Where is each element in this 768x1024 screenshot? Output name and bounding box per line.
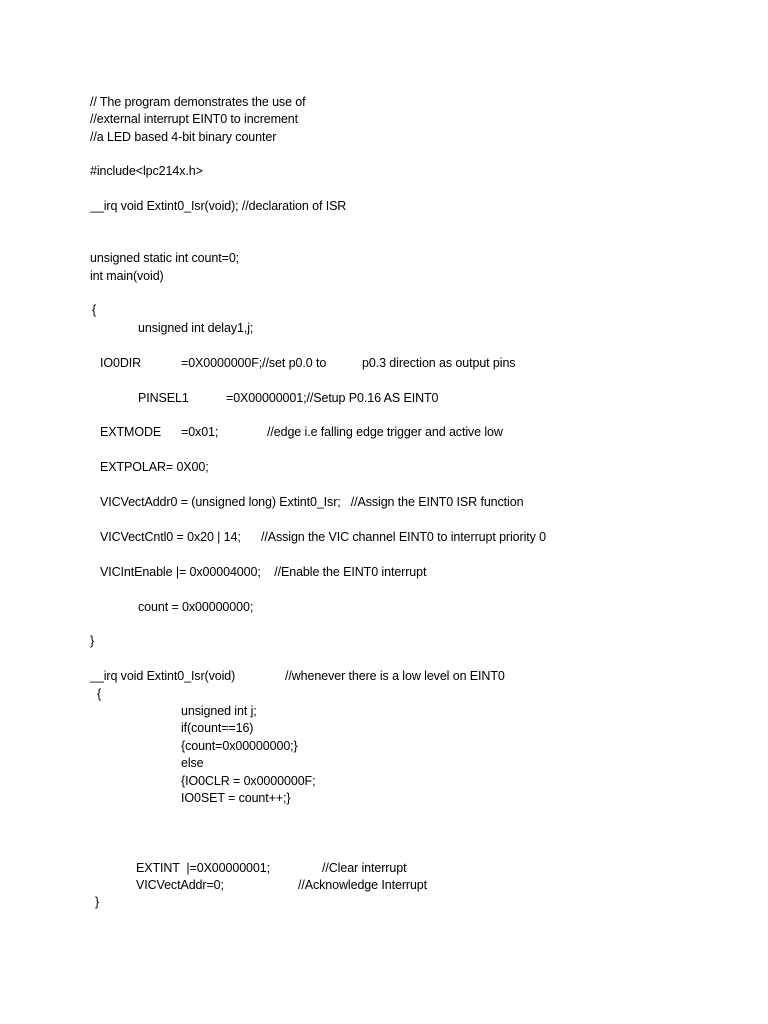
code-line-isr-ioclr: {IO0CLR = 0x0000000F;	[181, 774, 316, 788]
code-line-comment-3: //a LED based 4-bit binary counter	[90, 130, 277, 144]
code-line-count-reset: count = 0x00000000;	[138, 600, 254, 614]
code-line-isr-comment: //whenever there is a low level on EINT0	[285, 669, 505, 683]
code-line-extmode-comment: //edge i.e falling edge trigger and active low	[267, 425, 503, 439]
code-line-isr-definition: __irq void Extint0_Isr(void)	[90, 669, 236, 683]
code-line-main: int main(void)	[90, 269, 164, 283]
code-line-isr-j-decl: unsigned int j;	[181, 704, 257, 718]
code-line-isr-if-body: {count=0x00000000;}	[181, 739, 298, 753]
code-line-comment-1: // The program demonstrates the use of	[90, 95, 306, 109]
code-line-iodir-value: =0X0000000F;//set p0.0 to	[181, 356, 327, 370]
code-line-extmode-value: =0x01;	[181, 425, 219, 439]
code-line-extint: EXTINT |=0X00000001;	[136, 861, 270, 875]
code-line-isr-declaration: __irq void Extint0_Isr(void); //declaration of ISR	[90, 199, 347, 213]
code-line-extpolar: EXTPOLAR= 0X00;	[100, 460, 209, 474]
code-line-delay-decl: unsigned int delay1,j;	[138, 321, 254, 335]
code-line-extmode-name: EXTMODE	[100, 425, 162, 439]
code-line-extint-comment: //Clear interrupt	[322, 861, 407, 875]
code-line-vicvectaddr0: VICVectAddr0 = (unsigned long) Extint0_Isr; //Assign the EINT0 ISR function	[100, 495, 524, 509]
code-line-pinsel-value: =0X00000001;//Setup P0.16 AS EINT0	[226, 391, 439, 405]
code-line-isr-else: else	[181, 756, 204, 770]
code-line-isr-if: if(count==16)	[181, 721, 254, 735]
code-line-pinsel-name: PINSEL1	[138, 391, 189, 405]
code-line-vicvectcntl0: VICVectCntl0 = 0x20 | 14; //Assign the VIC channel EINT0 to interrupt priority 0	[100, 530, 547, 544]
code-line-vicvectaddr: VICVectAddr=0;	[136, 878, 224, 892]
code-line-isr-open-brace: {	[97, 687, 102, 701]
code-line-vicvectaddr-comment: //Acknowledge Interrupt	[298, 878, 428, 892]
code-line-iodir-comment: p0.3 direction as output pins	[362, 356, 516, 370]
code-line-main-close-brace: }	[90, 634, 95, 648]
code-line-include: #include<lpc214x.h>	[90, 164, 203, 178]
code-line-vicintenable: VICIntEnable |= 0x00004000; //Enable the EINT0 interrupt	[100, 565, 427, 579]
code-line-main-open-brace: {	[92, 303, 97, 317]
code-line-isr-close-brace: }	[95, 895, 100, 909]
code-line-iodir-name: IO0DIR	[100, 356, 142, 370]
code-line-isr-ioset: IO0SET = count++;}	[181, 791, 291, 805]
code-line-count-decl: unsigned static int count=0;	[90, 251, 240, 265]
code-line-comment-2: //external interrupt EINT0 to increment	[90, 112, 298, 126]
